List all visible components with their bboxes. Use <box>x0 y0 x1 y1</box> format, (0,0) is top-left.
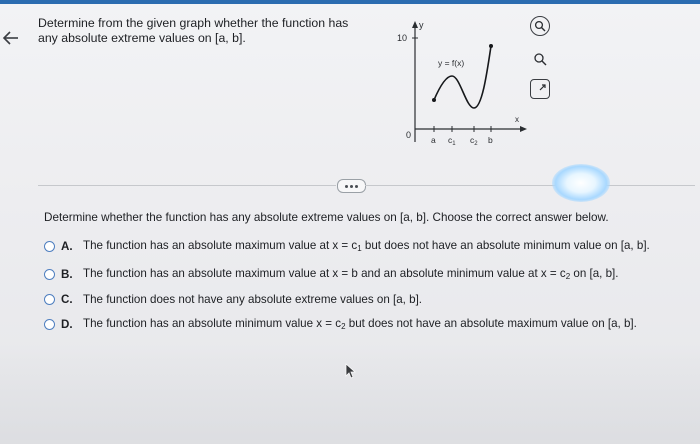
option-c-text: The function does not have any absolute extreme values on [a, b]. <box>83 293 423 306</box>
option-d-radio[interactable] <box>44 319 55 330</box>
y-axis-arrow <box>412 21 418 28</box>
open-new-window-icon <box>535 84 546 95</box>
answer-question: Determine whether the function has any absolute extreme values on [a, b]. Choose the correct answer below. <box>44 211 609 224</box>
option-b[interactable] <box>44 267 619 281</box>
option-c-radio[interactable] <box>44 294 55 305</box>
section-divider-left <box>38 185 336 186</box>
function-graph <box>390 18 530 158</box>
x-label-c1: $c_1$ <box>448 135 456 147</box>
more-dots-icon <box>345 185 348 188</box>
zoom-in-icon <box>534 20 546 32</box>
y-axis-label: y <box>419 20 424 30</box>
mouse-pointer-icon <box>345 363 357 379</box>
function-curve <box>434 46 491 108</box>
zoom-out-icon <box>533 52 547 66</box>
origin-label: 0 <box>406 130 412 140</box>
option-d-text: The function has an absolute minimum value $x = c_2$ but does not have an absolute maximum value on [a, b]. <box>83 317 637 331</box>
option-a[interactable] <box>44 239 650 253</box>
curve-label: y = f(x) <box>438 58 465 68</box>
x-label-c2: $c_2$ <box>470 135 478 147</box>
screen-glare <box>552 164 610 202</box>
x-axis-label: x <box>515 115 519 124</box>
zoom-in-button[interactable] <box>530 16 550 36</box>
option-a-radio[interactable] <box>44 241 55 252</box>
question-prompt: Determine from the given graph whether the function has any absolute extreme values on [a, b]. <box>38 16 349 45</box>
open-graph-button[interactable] <box>530 79 550 99</box>
end-point <box>489 44 493 48</box>
start-point <box>432 98 436 102</box>
section-divider-right <box>365 185 695 186</box>
option-d-letter: D. <box>61 317 73 331</box>
back-arrow-icon[interactable] <box>2 29 20 47</box>
bottom-shading <box>0 344 700 444</box>
zoom-out-button[interactable] <box>530 49 550 69</box>
option-b-radio[interactable] <box>44 269 55 280</box>
x-label-a: a <box>431 135 436 145</box>
option-b-letter: B. <box>61 267 73 281</box>
option-c-letter: C. <box>61 293 73 306</box>
option-a-letter: A. <box>61 239 73 253</box>
y-tick-label: 10 <box>397 33 408 43</box>
question-panel <box>0 4 700 440</box>
x-label-b: b <box>488 135 493 145</box>
option-c[interactable] <box>44 293 422 306</box>
option-d[interactable] <box>44 317 637 331</box>
option-a-text: The function has an absolute maximum value at $x = c_1$ but does not have an absolute minimum value on [a, b]. <box>83 239 650 253</box>
more-dots-button[interactable] <box>337 179 366 193</box>
x-axis-arrow <box>520 126 527 132</box>
option-b-text: The function has an absolute maximum value at x = b and an absolute minimum value at $x = c_2$ on [a, b]. <box>83 267 619 281</box>
